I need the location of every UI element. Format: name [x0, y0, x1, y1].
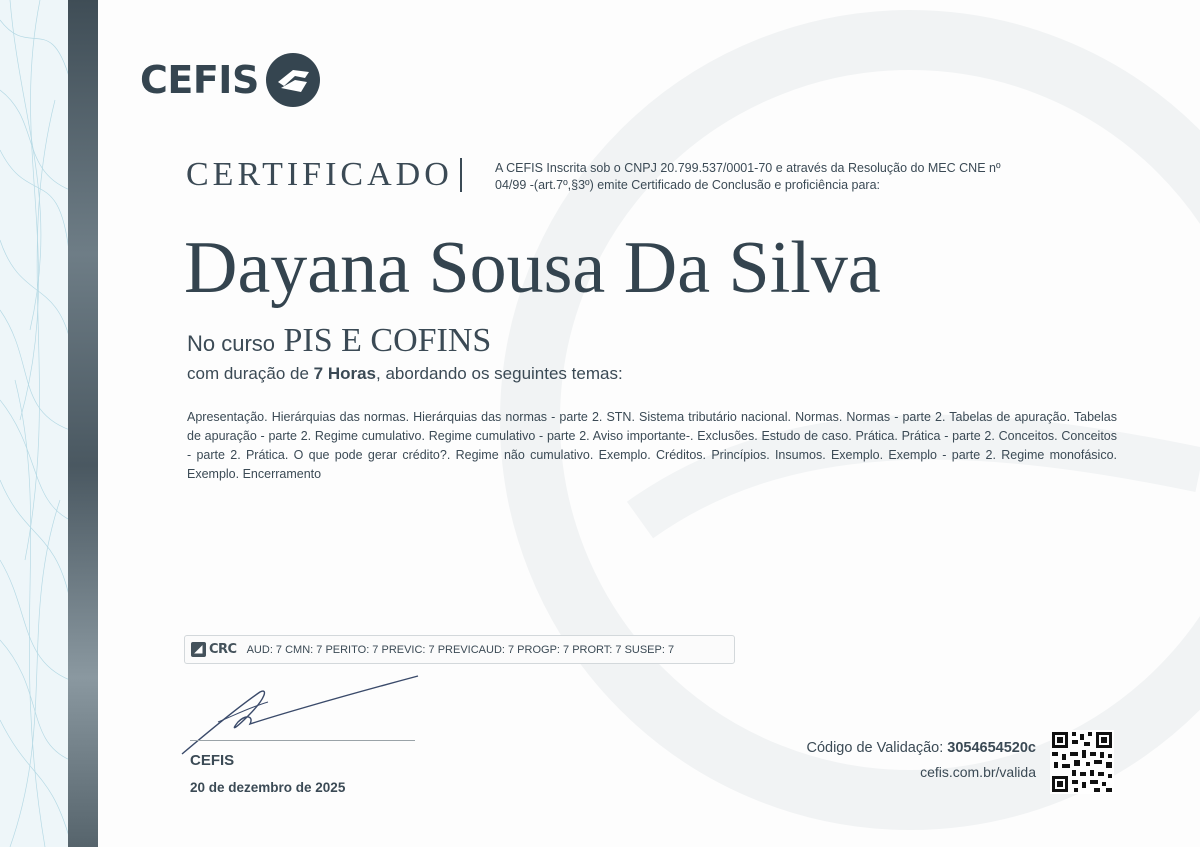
issue-date: 20 de dezembro de 2025	[190, 780, 346, 795]
signature-icon	[178, 672, 428, 762]
logo-emblem-icon	[265, 52, 321, 108]
cefis-logo	[140, 52, 321, 108]
course-line	[187, 322, 491, 360]
course-prefix: No curso	[187, 331, 276, 356]
crc-emblem-icon: ◢	[191, 642, 206, 657]
qr-code-icon[interactable]	[1050, 730, 1114, 794]
certificate-title: CERTIFICADO	[186, 156, 453, 193]
signature-line	[190, 740, 415, 741]
student-name: Dayana Sousa Da Silva	[184, 227, 881, 309]
certificate-intro: A CEFIS Inscrita sob o CNPJ 20.799.537/0001-70 e através da Resolução do MEC CNE nº 04/99 -(art.7º,§3º) emite Certificado de Conclusão e proficiência para:	[495, 161, 1001, 192]
signatory-name: CEFIS	[190, 752, 235, 769]
validation-code: 3054654520c	[947, 740, 1036, 756]
crc-label: CRC	[209, 642, 237, 657]
crc-logo	[191, 642, 237, 657]
course-name: PIS E COFINS	[283, 322, 492, 359]
logo-text: CEFIS	[140, 58, 259, 102]
title-divider	[460, 158, 462, 192]
duration-line	[187, 364, 623, 384]
duration-suffix: , abordando os seguintes temas:	[376, 364, 623, 383]
crc-points-box	[184, 635, 735, 664]
duration-hours: 7 Horas	[313, 364, 377, 383]
validation-label: Código de Validação:	[806, 740, 944, 756]
validation-block	[806, 740, 1036, 780]
validation-url[interactable]: cefis.com.br/valida	[920, 764, 1036, 780]
duration-prefix: com duração de	[187, 364, 309, 383]
crc-points: AUD: 7 CMN: 7 PERITO: 7 PREVIC: 7 PREVICAUD: 7 PROGP: 7 PRORT: 7 SUSEP: 7	[246, 643, 675, 656]
course-topics: Apresentação. Hierárquias das normas. Hierárquias das normas - parte 2. STN. Sistema tributário nacional. Normas. Normas - parte 2. Tabelas de apuração. Tabelas de apuração - parte 2. Regime cumulativo. Regime cumulativo - parte 2. Aviso importante-. Exclusões. Estudo de caso. Prática. Prática - parte 2. Conceitos. Conceitos - parte 2. Prática. O que pode gerar crédito?. Regime não cumulativo. Exemplo. Créditos. Princípios. Insumos. Exemplo. Exemplo - parte 2. Regime monofásico. Exemplo. Encerramento	[187, 410, 1117, 481]
